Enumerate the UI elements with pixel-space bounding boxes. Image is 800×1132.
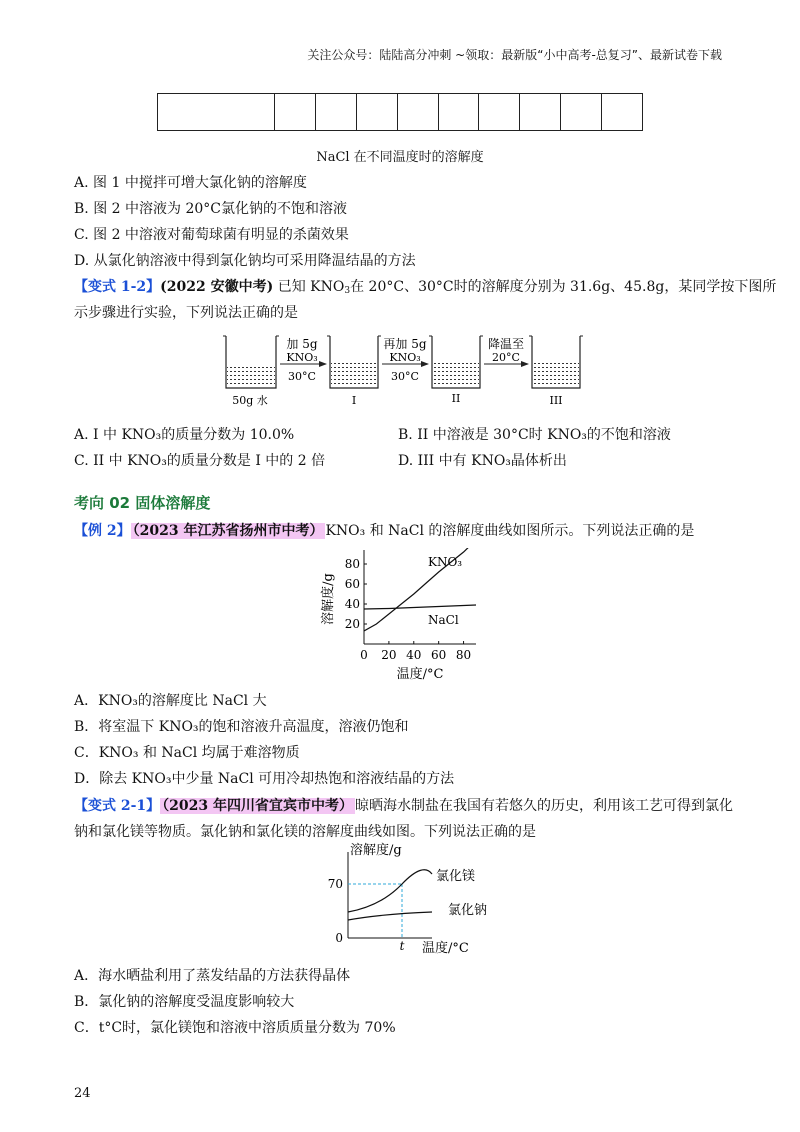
step1-bot: 30°C <box>288 370 316 383</box>
ex2-option-c: C．KNO₃ 和 NaCl 均属于难溶物质 <box>74 745 300 761</box>
ex2-stem <box>74 520 694 540</box>
v21-stem <box>74 795 733 815</box>
v21-option-b: B．氯化钠的溶解度受温度影响较大 <box>74 994 295 1010</box>
beaker-label-3: III <box>549 394 563 407</box>
v12-stem-a: 已知 KNO <box>277 279 345 295</box>
y-tick-label-70: 70 <box>327 877 343 891</box>
beaker-label-0: 50g 水 <box>232 394 268 407</box>
y-tick-label: 80 <box>344 557 360 571</box>
v21-stem-line1: 晾晒海水制盐在我国有若悠久的历史，利用该工艺可得到氯化 <box>355 798 734 814</box>
x-tick-label-t: t <box>399 939 405 953</box>
step1-top: 加 5g <box>286 337 318 351</box>
y-tick-label: 40 <box>344 597 360 611</box>
beaker-label-1: I <box>351 394 357 407</box>
series-label-mgcl2: 氯化镁 <box>436 869 476 884</box>
series-line-mgcl2 <box>348 870 432 912</box>
x-axis-label: 温度/°C <box>396 667 444 682</box>
v12-stem-line2: 示步骤进行实验，下列说法正确的是 <box>74 305 298 321</box>
v21-source: （2023 年四川省宜宾市中考） <box>162 798 354 814</box>
v21-stem-line2: 钠和氯化镁等物质。氯化钠和氯化镁的溶解度曲线如图。下列说法正确的是 <box>74 824 536 840</box>
ex2-stem-text: KNO₃ 和 NaCl 的溶解度曲线如图所示。下列说法正确的是 <box>325 523 695 539</box>
v21-option-c: C．t°C时，氯化镁饱和溶液中溶质质量分数为 70% <box>74 1020 396 1036</box>
step2-mid: KNO₃ <box>389 351 421 364</box>
solubility-chart-mgcl2-nacl <box>326 840 488 962</box>
solubility-chart-kno3-nacl <box>316 548 488 684</box>
ex2-option-b: B．将室温下 KNO₃的饱和溶液升高温度，溶液仍饱和 <box>74 719 409 735</box>
series-line-0 <box>364 540 476 631</box>
v12-stem-b: 在 20°C、30°C时的溶解度分别为 31.6g、45.8g，某同学按下图所 <box>350 279 777 295</box>
ex2-option-d: D．除去 KNO₃中少量 NaCl 可用冷却热饱和溶液结晶的方法 <box>74 771 455 787</box>
q1-option-a: A. 图 1 中搅拌可增大氯化钠的溶解度 <box>74 175 307 191</box>
table-caption: NaCl 在不同温度时的溶解度 <box>316 150 484 165</box>
q1-option-d: D. 从氯化钠溶液中得到氯化钠均可采用降温结晶的方法 <box>74 253 416 269</box>
page-header: 关注公众号：陆陆高分冲刺 ~领取：最新版“小中高考-总复习”、最新试卷下载 <box>307 48 722 62</box>
x-tick-label: 40 <box>406 648 422 662</box>
x-tick-label: 60 <box>431 648 447 662</box>
x-tick-label: 0 <box>360 648 368 662</box>
y-axis-label: 溶解度/g <box>350 843 402 858</box>
solubility-table <box>157 93 643 131</box>
section-title: 考向 02 固体溶解度 <box>74 494 211 512</box>
v12-option-d: D. III 中有 KNO₃晶体析出 <box>398 453 567 469</box>
beaker-diagram <box>210 330 590 408</box>
beaker-1 <box>327 336 381 388</box>
v12-option-c: C. II 中 KNO₃的质量分数是 I 中的 2 倍 <box>74 453 326 469</box>
step1-mid: KNO₃ <box>286 351 318 364</box>
y-axis-label: 溶解度/g <box>321 573 336 625</box>
v12-option-b: B. II 中溶液是 30°C时 KNO₃的不饱和溶液 <box>398 427 671 443</box>
y-tick-label: 20 <box>344 617 360 631</box>
y-tick-label-0: 0 <box>335 931 343 945</box>
v21-tag: 【变式 2-1】 <box>74 798 161 814</box>
beaker-label-2: II <box>451 392 461 405</box>
v12-source: (2022 安徽中考) <box>160 279 274 295</box>
q1-option-c: C. 图 2 中溶液对葡萄球菌有明显的杀菌效果 <box>74 227 349 243</box>
step3-mid: 20°C <box>492 351 520 364</box>
step2-bot: 30°C <box>391 370 419 383</box>
page-number: 24 <box>74 1086 91 1101</box>
series-label-nacl: 氯化钠 <box>448 903 488 918</box>
beaker-0 <box>223 336 279 388</box>
v12-tag: 【变式 1-2】 <box>74 279 161 295</box>
x-tick-label: 20 <box>381 648 397 662</box>
series-line-1 <box>364 605 476 609</box>
y-tick-label: 60 <box>344 577 360 591</box>
step2-top: 再加 5g <box>383 337 427 351</box>
v12-stem: 【变式 1-2】(2022 安徽中考) 已知 $KNO_3$在 20°C、30°C时的溶解度分别为 31.6g、45.8g，某同学按下图所 <box>74 279 777 296</box>
step3-top: 降温至 <box>487 337 525 351</box>
q1-option-b: B. 图 2 中溶液为 20°C氯化钠的不饱和溶液 <box>74 201 347 217</box>
series-label-kno3: KNO₃ <box>428 555 463 569</box>
v21-option-a: A．海水晒盐利用了蒸发结晶的方法获得晶体 <box>74 968 351 984</box>
beaker-2 <box>429 336 483 388</box>
series-label-nacl: NaCl <box>428 613 459 627</box>
x-tick-label: 80 <box>455 648 472 662</box>
v12-option-a: A. I 中 KNO₃的质量分数为 10.0% <box>74 427 295 443</box>
ex2-option-a: A．KNO₃的溶解度比 NaCl 大 <box>74 693 267 709</box>
beaker-3 <box>529 336 583 388</box>
x-axis-label: 温度/°C <box>422 941 469 956</box>
series-line-nacl <box>348 912 432 920</box>
ex2-source: （2023 年江苏省扬州市中考） <box>132 523 324 539</box>
ex2-tag: 【例 2】 <box>74 523 131 539</box>
